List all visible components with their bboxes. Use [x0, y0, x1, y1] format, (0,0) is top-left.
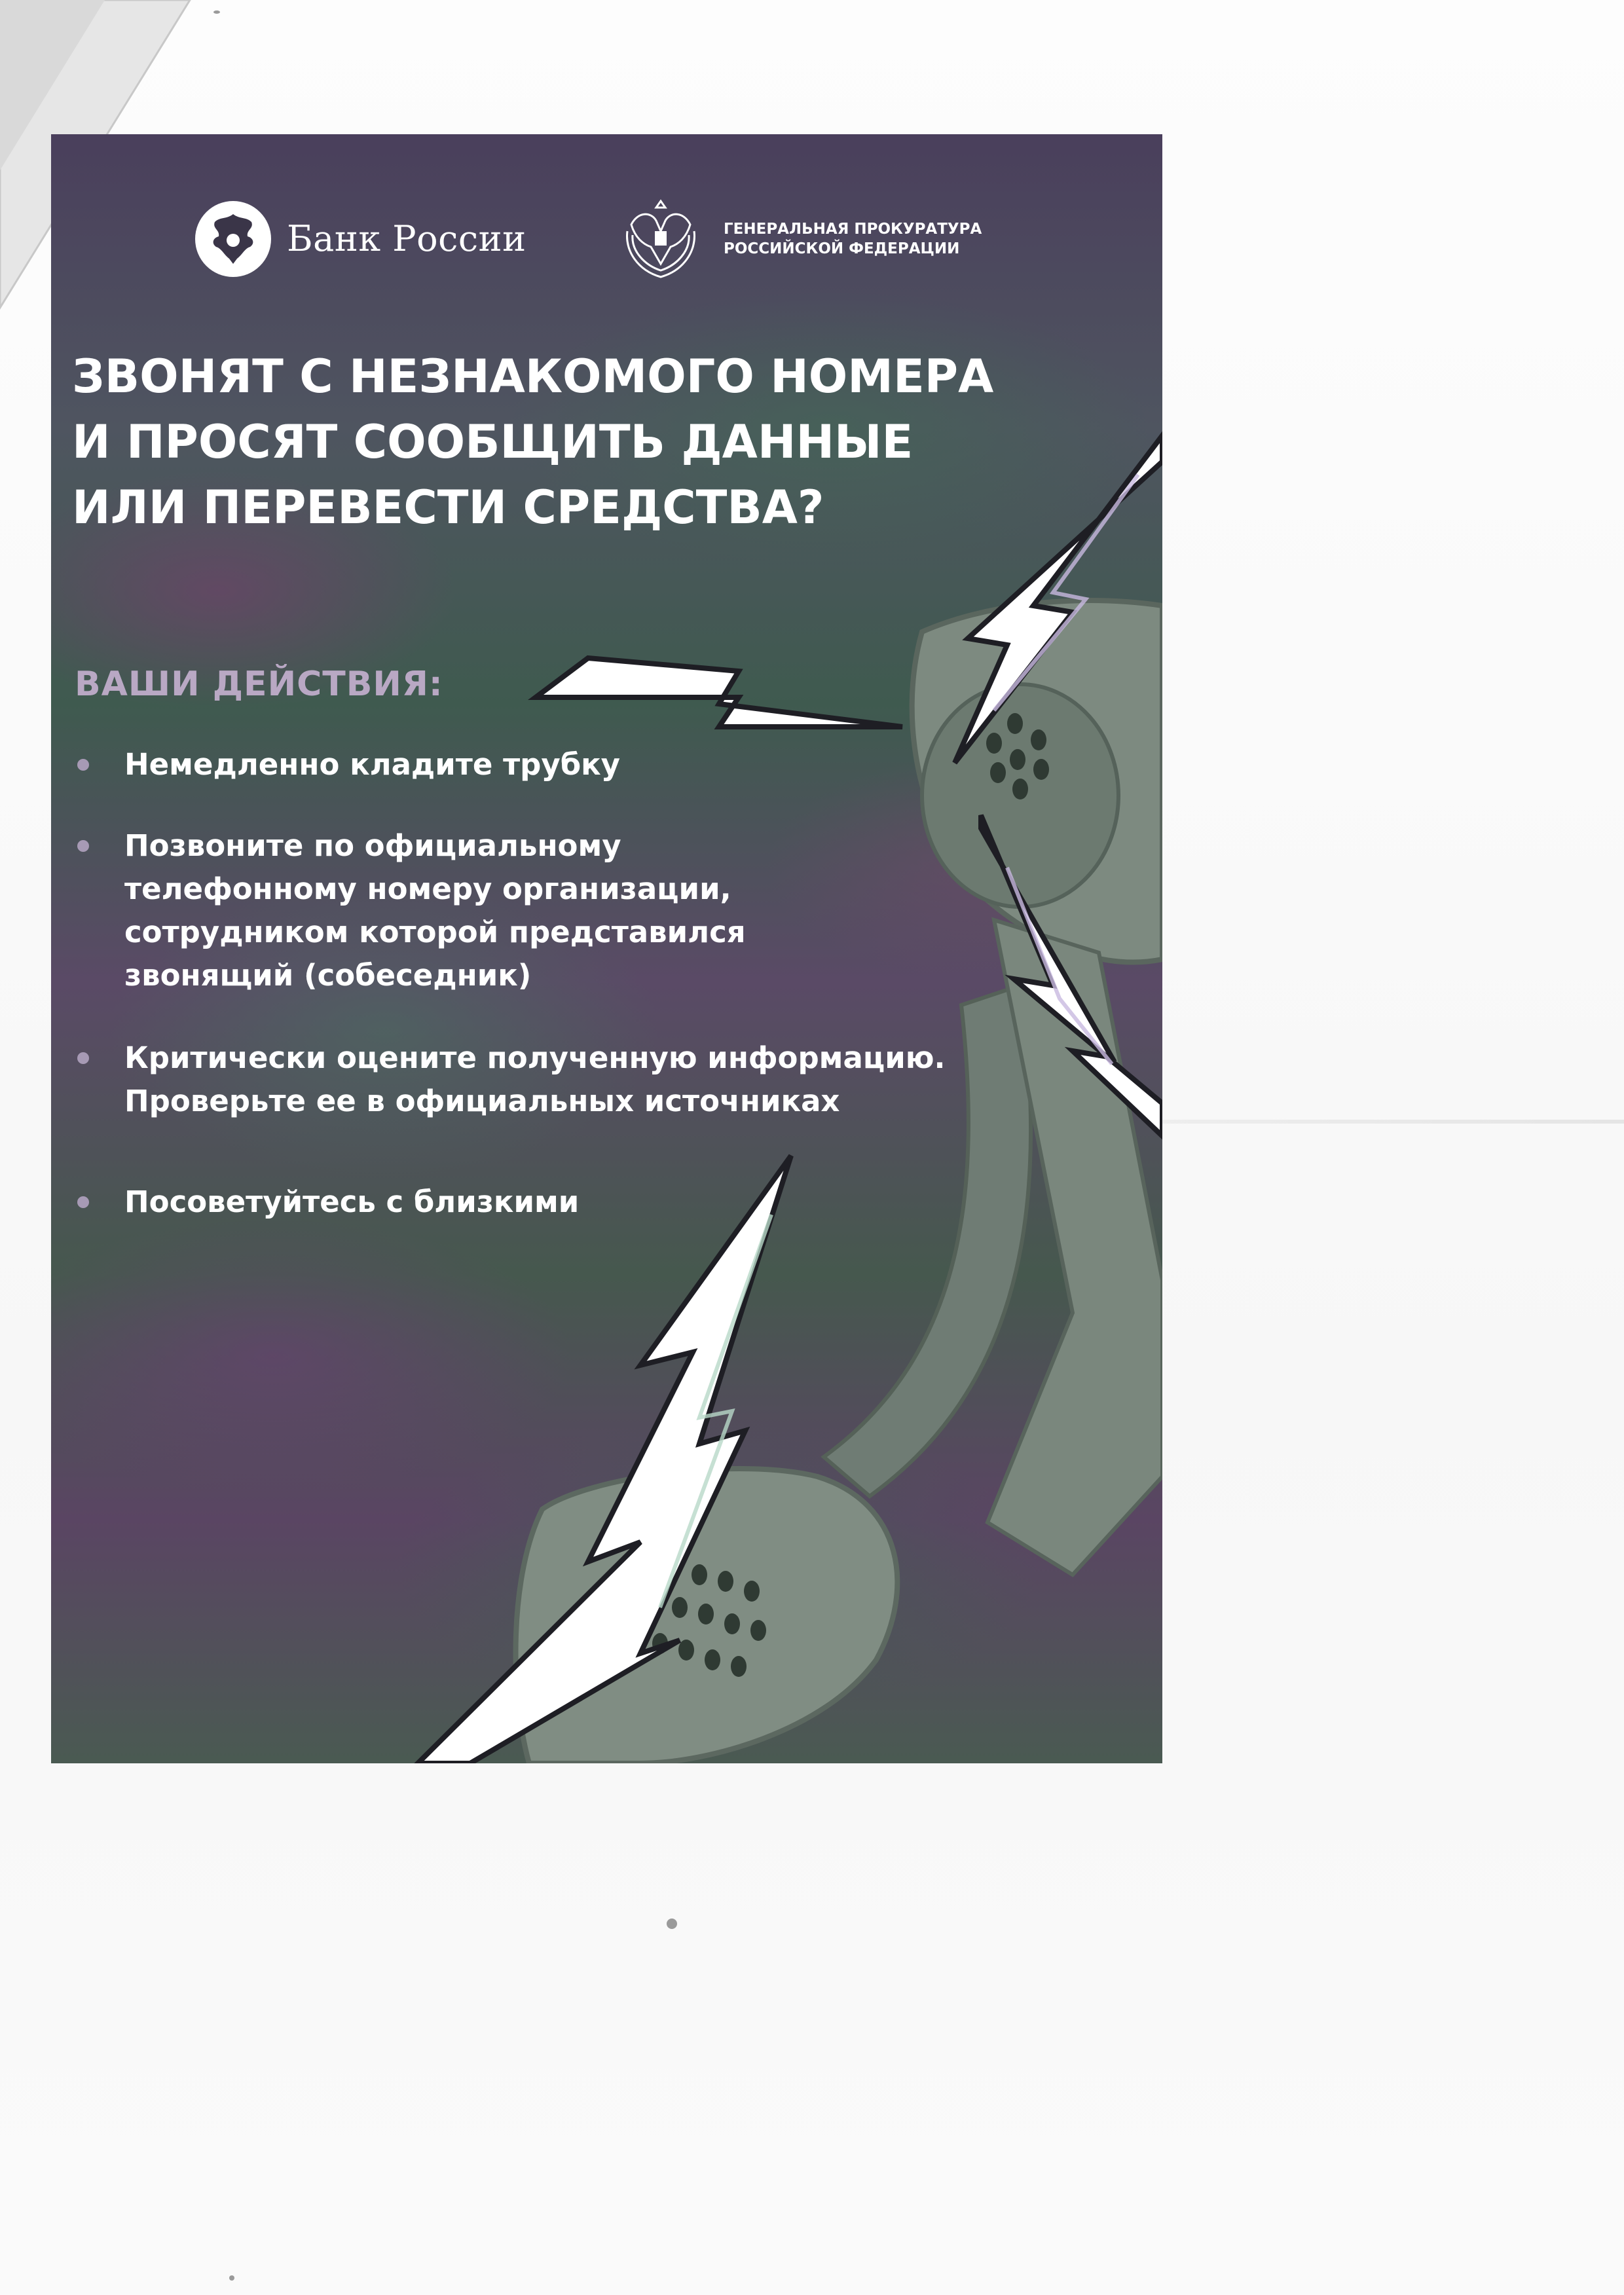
- paper-speck: [667, 1919, 677, 1929]
- paper-speck: [213, 10, 220, 14]
- bullet-dot-icon: [77, 1052, 89, 1064]
- action-text-line: Критически оцените полученную информацию.: [124, 1040, 946, 1075]
- action-text-line: телефонному номеру организации,: [124, 872, 731, 906]
- bullet-dot-icon: [77, 1196, 89, 1208]
- action-text-line: Проверьте ее в официальных источниках: [124, 1084, 840, 1118]
- action-text-line: звонящий (собеседник): [124, 958, 532, 993]
- actions-list: [75, 743, 1057, 1224]
- action-item: [75, 743, 1057, 786]
- bullet-dot-icon: [77, 840, 89, 852]
- action-item: [75, 1181, 1057, 1224]
- paper-fold-crease: [1126, 1120, 1624, 1124]
- action-item: [75, 824, 1057, 997]
- fraud-warning-flyer: [51, 134, 1162, 1763]
- actions-title: ВАШИ ДЕЙСТВИЯ:: [75, 665, 443, 704]
- action-text-line: сотрудником которой представился: [124, 915, 746, 949]
- action-text-line: Посоветуйтесь с близкими: [124, 1184, 580, 1219]
- headline-line: ИЛИ ПЕРЕВЕСТИ СРЕДСТВА?: [72, 481, 824, 534]
- prosecutor-general-emblem-icon: [618, 192, 703, 284]
- action-text-line: Немедленно кладите трубку: [124, 747, 621, 782]
- prosecutor-name-line-1: ГЕНЕРАЛЬНАЯ ПРОКУРАТУРА: [724, 221, 982, 238]
- bullet-dot-icon: [77, 759, 89, 771]
- headline-line: ЗВОНЯТ С НЕЗНАКОМОГО НОМЕРА: [72, 350, 994, 403]
- prosecutor-name-line-2: РОССИЙСКОЙ ФЕДЕРАЦИИ: [724, 240, 960, 257]
- paper-speck: [229, 2275, 234, 2281]
- action-item: [75, 1037, 1057, 1123]
- headline-line: И ПРОСЯТ СООБЩИТЬ ДАННЫЕ: [72, 415, 913, 469]
- bank-of-russia-emblem-icon: [194, 200, 272, 278]
- prosecutor-general-name: [724, 219, 982, 259]
- bank-name: Банк России: [287, 218, 526, 259]
- headline: [72, 344, 1146, 540]
- action-text-line: Позвоните по официальному: [124, 828, 621, 863]
